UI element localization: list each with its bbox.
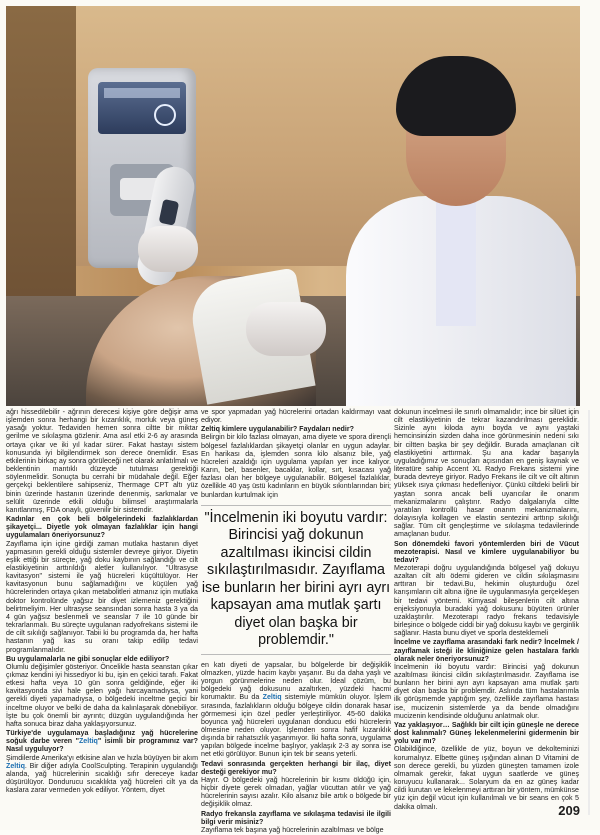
article-column-3 [394, 408, 579, 812]
doctor-hair [396, 56, 516, 136]
paragraph: Hayır. O bölgedeki yağ hücrelerinin bir kısmı öldüğü için, hiçbir diyete gerek olmadan, yağlar vücuttan atılır ve yağ hücrelerinin sayısı azalır. Kilo alsanız bile artık o bölgede bir değişiklik olmaz. [201, 775, 391, 809]
paragraph: Olabildiğince, özellikle de yüz, boyun ve dekolteminizi korumalıyız. Elbette güneş ışığından alınan D Vitamini de son derece gerekli, bu yüzden güneşten tamamen izole olmamak gerekir, fakat uygun saatlerde ve güneş koruyucu kullanarak... Solaryum da en az güneş kadar cildi kurutan ve lekelenmeyi arttıran bir yöntem, mümkünse yüz için değil vücut için kullanılmalı ve bir seans en çok 5 dakika olmalı. [394, 745, 579, 811]
gloved-hand-left [138, 226, 198, 272]
paragraph: Belirgin bir kilo fazlası olmayan, ama diyete ve spora dirençli bölgesel fazlalıklardan şikayetçi olanlar en uygun adaylar. En harikası da, işlemden sonra kilo alsanız bile, yağ hücreleri azaldığı için uygulama yapılan yer ince kalıyor. Karın, bel, basenler, bacaklar, kollar, sırt, kısacası yağ fazlası olan her bölgeye uygulanabilir. Bölgesel fazlalıklar, özellikle 40 yaş üstü kadınların en büyük sıkıntılarından biri; bunlardan kurtulmak için [201, 433, 391, 499]
paragraph: İncelmenin iki boyutu vardır: Birincisi yağ dokunun azaltılması ikincisi cildin sıkılaştırılmasıdır. Zayıflama ise bunların her birini ayrı ayrı kapsayan ama mutlak şartı diyet olan başka bir problemdir. Aslında tüm hastalarımla ilk görüşmemde yaptığım şey, özellikle zayıflama hastası ise, mucizenin sistemlerde ya da bende olmadığını mucizenin kendisinde olduğunu anlatmak olur. [394, 662, 579, 720]
machine-screen-bar [104, 88, 180, 98]
machine-screen [98, 82, 186, 134]
paragraph: Olumlu değişimler gösteriyor. Öncelikle hasta seanstan çıkar çıkmaz kendini iyi hissediyor ki bu, işin en çekici tarafı. Fakat etkesi hafta veya 10 gün sonra geldiğinde, eğer iki kavitasyonda sivi hale gelen yağı harcayamadıysa, yani gerekli diyeti yapamadıysa, o bölgedeki inceltme geçici bir inceltme oluyor ve belki de daha da kalınlaşarak dönebiliyor. İşte bu çok önemli bir ayrıntı; düzgün uygulandığında her hafta sonuca biraz daha yaklaşıyorsunuz. [6, 662, 198, 728]
paragraph: dokunun incelmesi ile sınırlı olmamalıdır; ince bir silüet için cilt elastikiyetinin de tekrar kazandırılması gereklidir. Sizinle aynı kiloda aynı boyda ve aynı yaştaki hemcinsinizin sizden daha ince görünmesinin nedeni sıkı bir ciltten başka bir şey değildir. Burada amaçlanan cilt elastikiyetini arttırmak. Şu ana kadar başarıyla uyguladığımız ve sonuçları açısından en geniş kaynak ve literatüre sahip Accent XL Radyo Frekans sistemi yine burada devreye giriyor. Radyo Frekans ile cilt ve cilt altının yüksek ısıya çıkması hedefleniyor. Çünkü ciltdeki belirli bir yaştan sonra ancak belli uyarıcılar ile onarım mekanizmalarını çalıştırır. Radyo dalgalarıyla ciltte yaratılan kontrollü hasar onarım mekanizmalarını, dolayısıyla kollagen ve elastin sentezini arttırıp sıkılığı sağlar. Tüm cilt gençleştirme ve sıkılaşma tedavilerinde amaçlanan budur. [394, 408, 579, 539]
paragraph: ağrı hissedilebilir - ağrının derecesi kişiye göre değişir ama işlemden sonra herhangi bir kızarıklık, morluk veya güneş yasağı yoktur. Tedaviden hemen sonra ciltte bir miktar gerilme ve sıkılaşma gözlenir. Ama asıl etki 2-6 ay arasında ortaya çıkar ve iki yıl kadar sürer. Fakat hastayı sistem konusunda iyi bilgilendirmek son derece önemlidir. Esas etkilerinin birkaç ay sonra görüleceği net olarak anlatılmalı ve beklentinin mantıklı düzeyde tutulması gerektiği söylenmelidir. Sonuçta bu cerrahi bir müdahale değil. Eğer gerçekçi beklentilere sahipseniz, Thermage CPT altı yüz binin üzerinde hastanın üzerinde denenmiş, sarkmalar ve selülit üzerinde etkili olduğu bilimsel araştırmalarla kanıtlanmış, FDA onaylı, güvenilir bir sistemdir. [6, 408, 198, 514]
doctor-shirt [436, 196, 476, 326]
page-edge-line [588, 410, 590, 815]
text-part: . Bir diğer adıyla CoolSculpting. Terapinin uygulandığı alanda, yağ hücrelerinin sıcaklığı sıfır dereceye kadar düşürülüyor. Dondurucu sıcaklıkta yağ hücreleri cilt ya da kaslara zarar vermeden yok ediliyor. Yöntem, diyet [6, 761, 198, 795]
question-heading: Bu uygulamalarla ne gibi sonuçlar elde ediliyor? [6, 654, 170, 663]
article-column-2 [201, 408, 391, 835]
handpiece-button [159, 199, 180, 226]
machine-screen-ring [154, 104, 176, 126]
clinic-photo [6, 6, 580, 406]
paragraph [201, 661, 391, 759]
paragraph: Zayıflama için içine girdiği zaman mutlaka hastanın diyet yapmasının gerekli olduğu sistemler devreye giriyor. Diyetin eşlik ettiği bir süreçte, yağ doku kaybının sağlandığı ve cilt elastikiyetinin arttırıldığı aletler kullanılıyor. "Ultrasyse kavitasyon" sistemi ile yağ hücreleri küçültülüyor. Her kavitasyonun bunu sağlamadığını ve küçülen yağ hücrelerinden ortaya çıkan metabolitleri atmanız için mutlaka doktor kontrolünde yağsız bir diyet izlemeniz gerektiğini belirtmeliyim. Her ultrasyse seansından sonra hasta 3 ya da 4 gün yağsız beslenmeli ve seanslar 7 ile 10 günde bir tekrarlanmalı. Bu süreçte uygulanan radyofrekans sistemi ile de cilt sıkılığı sağlanıyor. Tabii ki bu programda da, her hafta hastanın yağ kas su oranı takip edilip tedavi programlanmalıdır. [6, 539, 198, 654]
question-heading: Radyo frekansla zayıflama ve sıkılaşma tedavisi ile ilgili bilgi verir misiniz? [201, 809, 391, 826]
paragraph: Mezoterapi doğru uygulandığında bölgesel yağ dokuyu azaltan cilt altı ödemi gideren ve cildin sıkılaşmasını arttıran bir tedavi.Bu, hekimin oluşturduğu özel karışımların cilt altına iğne ile uygulanmasıyla gerçekleşen bir tedavi yöntemi. Kimyasal bileşenlerin cilt altına enjeksiyonuyla buradaki yağ dokusunu büyüten ürünler uzaklaştırılır. Mezoterapi radyo frekans tedavisiyle birleşince o bölgede ciddi bir yağ dokusu kaybı ve gerginlik sağlanır. Hasta bunu diyet ve sporla desteklemeli [394, 563, 579, 638]
text-part: sistemiyle mümkün oluyor. İşlem sırasında, fazlalıkların olduğu bölgeye cildin donarak hasar görmemesi için özel pedler yerleştiriliyor. 45-60 dakika boyunca yağ hücreleri uygulanan donducu etki hücrelerin ölmesine neden oluyor. İşlemden sonra hafif kızarıklık dışında bir rahatsızlık yaşanmıyor. İki hafta sonra, uygulama yapılan bölgede incelme başlıyor, yaklaşık 2-3 ay sonra ise net etki görülüyor. Bunun için tek bir seans yeterli. [201, 693, 391, 759]
brand-highlight: Zeltiq [262, 693, 282, 702]
brand-highlight: Zeltiq [78, 737, 98, 746]
question-heading: Son dönemdeki favori yöntemlerden biri de Vücut mezoterapisi. Nasıl ve kimlere uygulanabiliyor bu tedavi? [394, 539, 579, 564]
question-heading: Kadınlar en çok beli bölgelerindeki fazlalıklardan şikayetçi... Diyetle yok olmayan fazlalıklar için hangi uygulamaları öneriyorsunuz? [6, 515, 198, 540]
question-heading: İncelme ve zayıflama arasındaki fark nedir? İncelmek / zayıflamak isteği ile kliniğinize gelen hastalara farklı olarak neler öneriyorsunuz? [394, 638, 579, 663]
heading-part: " isimli bir programınız var? Nasıl uyguluyor? [6, 737, 198, 754]
pull-quote: "İncelmenin iki boyutu vardır: Birincisi yağ dokunun azaltılması ikincisi cildin sıkılaştırılmasıdır. Zayıflama ise bunların her birini ayrı ayrı kapsayan ama mutlak şartı diyet olan başka bir problemdir." [201, 505, 391, 655]
text-part: en katı diyeti de yapsalar, bu bölgelerde bir değişiklik olmazken, yüzde hacim kaybı yaşanır. Bu da daha yaşlı ve yorgun görünmelerine neden olur. İdeal çözüm, bu bölgedeki yağ dokusunu azaltırken, yüzdeki hacmi korumaktır. Bu da [201, 660, 391, 702]
question-heading [6, 729, 198, 753]
question-heading: Tedavi sonrasında gerçekten herhangi bir ilaç, diyet desteği gerekiyor mu? [201, 759, 391, 776]
heading-part: Türkiye'de uygulamaya başladığınız yağ hücrelerine soğuk darbe veren " [6, 729, 198, 746]
paragraph [6, 754, 198, 795]
question-heading: Zeltiq kimlere uygulanabilir? Faydaları nedir? [201, 425, 354, 434]
gloved-hand-right [246, 302, 326, 356]
paragraph: ve spor yapmadan yağ hücrelerini ortadan kaldırmayı vaat ediyor. [201, 408, 391, 425]
photo-door [6, 6, 76, 306]
page-number: 209 [558, 803, 580, 818]
question-heading: Yaz yaklaşıyor… Sağlıklı bir cilt için güneşle ne derece dost kalınmalı? Güneş lekelenmelerini gidermenin bir yolu var mı? [394, 720, 579, 746]
doctor-figure [336, 46, 576, 406]
paragraph: Zayıflama tek başına yağ hücrelerinin azaltılması ve bölge [201, 825, 384, 834]
brand-highlight: Zeltiq [6, 761, 25, 770]
text-part: Şimdilerde Amerika'yı etkisine alan ve hızla büyüyen bir akım [6, 753, 198, 762]
article-column-1 [6, 408, 198, 795]
